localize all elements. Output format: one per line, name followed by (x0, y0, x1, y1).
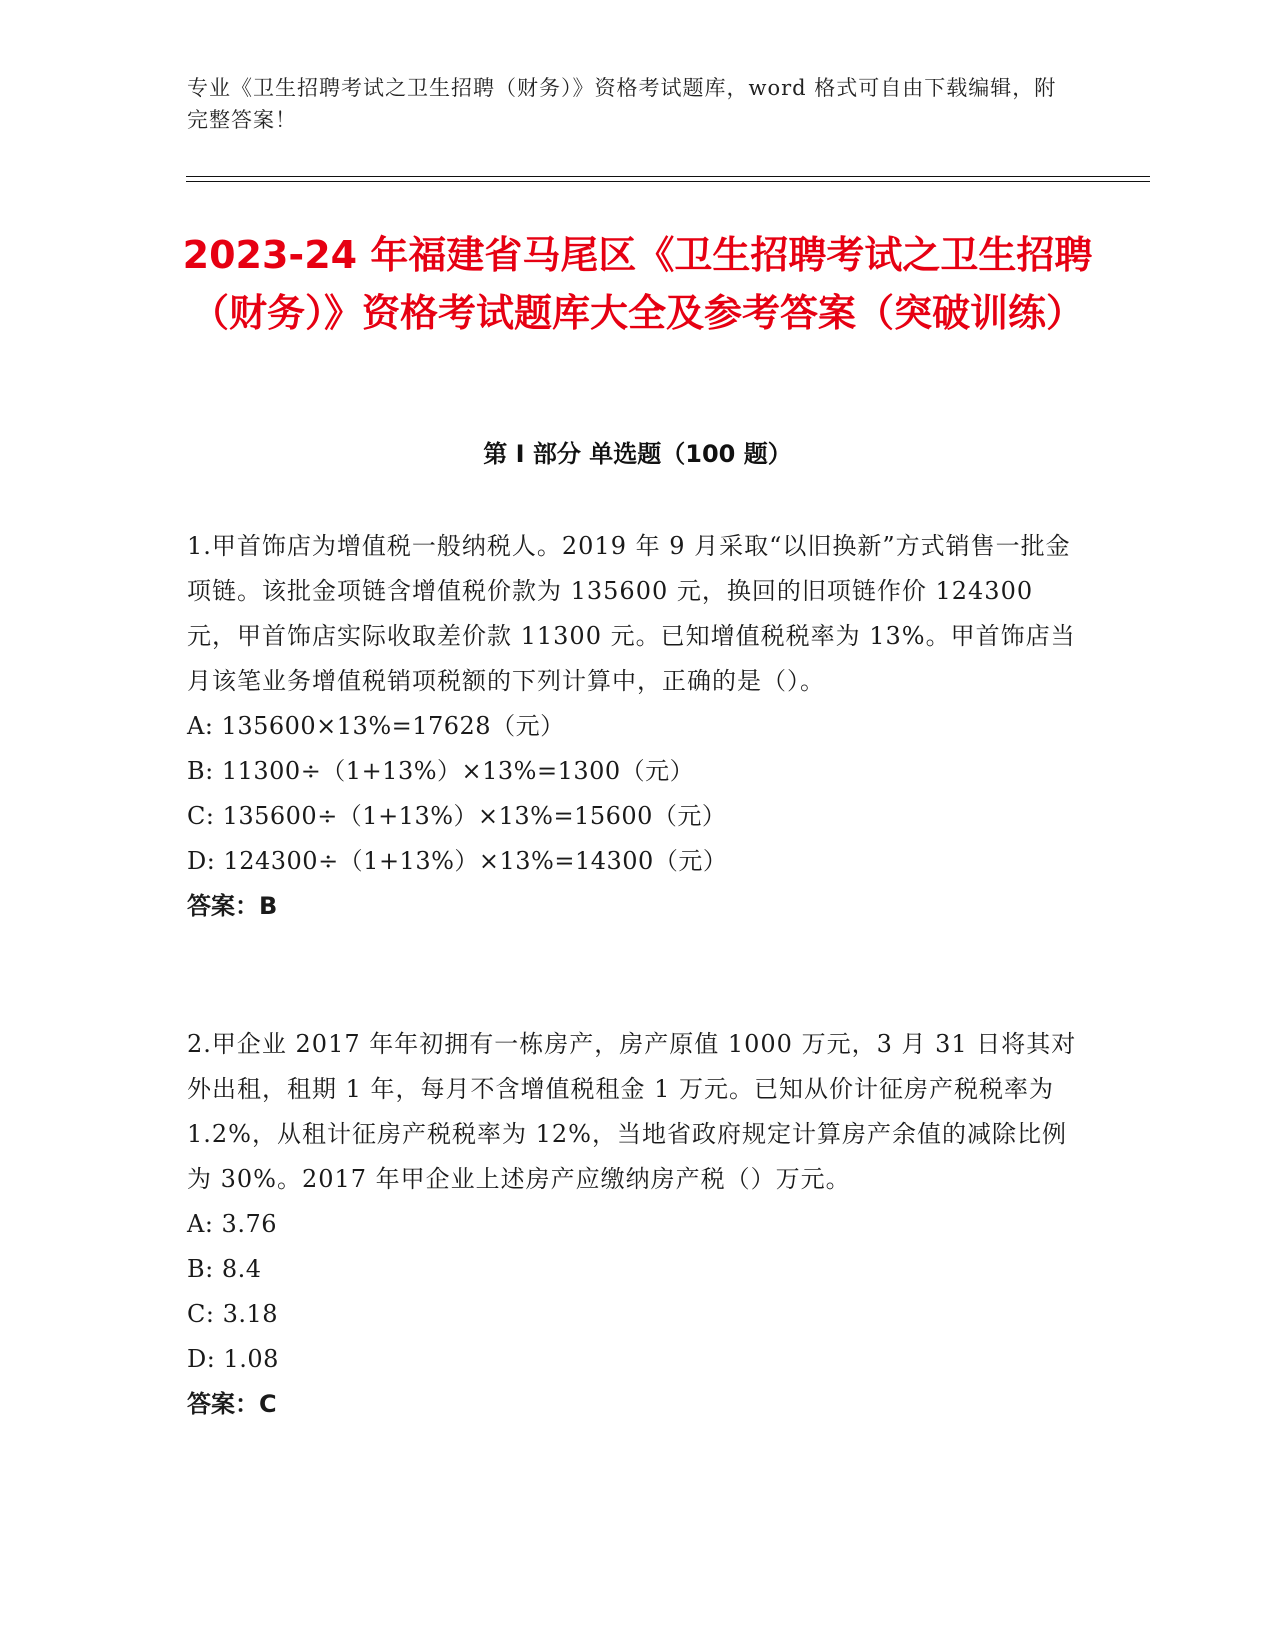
question-2 (187, 1022, 1077, 1427)
option-c: C: 3.18 (187, 1300, 279, 1328)
header-divider-bottom (186, 181, 1150, 182)
option-a: A: 135600×13%=17628（元） (187, 712, 565, 740)
option-b: B: 8.4 (187, 1255, 262, 1283)
option-a: A: 3.76 (187, 1210, 277, 1238)
header-note: 专业《卫生招聘考试之卫生招聘（财务）》资格考试题库，word 格式可自由下载编辑，附完整答案！ (187, 76, 1057, 132)
option-d: D: 124300÷（1+13%）×13%=14300（元） (187, 847, 728, 875)
question-stem: 1.甲首饰店为增值税一般纳税人。2019 年 9 月采取“以旧换新”方式销售一批金项链。该批金项链含增值税价款为 135600 元，换回的旧项链作价 124300 元，甲首饰店实际收取差价款 11300 元。已知增值税税率为 13%。甲首饰店当月该笔业务增值税销项税额的下列计算中，正确的是（）。 (187, 532, 1076, 695)
document-title: 2023-24 年福建省马尾区《卫生招聘考试之卫生招聘（财务）》资格考试题库大全及参考答案（突破训练） (182, 233, 1093, 335)
option-b: B: 11300÷（1+13%）×13%=1300（元） (187, 757, 695, 785)
question-stem: 2.甲企业 2017 年年初拥有一栋房产，房产原值 1000 万元，3 月 31 日将其对外出租，租期 1 年，每月不含增值税租金 1 万元。已知从价计征房产税税率为 1.2%，从租计征房产税税率为 12%，当地省政府规定计算房产余值的减除比例为 30%。2017 年甲企业上述房产应缴纳房产税（）万元。 (187, 1030, 1077, 1193)
question-1 (187, 524, 1077, 929)
answer: 答案：B (187, 892, 278, 920)
option-d: D: 1.08 (187, 1345, 279, 1373)
section-title: 第 I 部分 单选题（100 题） (483, 440, 792, 468)
header-divider-top (186, 176, 1150, 177)
answer: 答案：C (187, 1390, 277, 1418)
option-c: C: 135600÷（1+13%）×13%=15600（元） (187, 802, 727, 830)
